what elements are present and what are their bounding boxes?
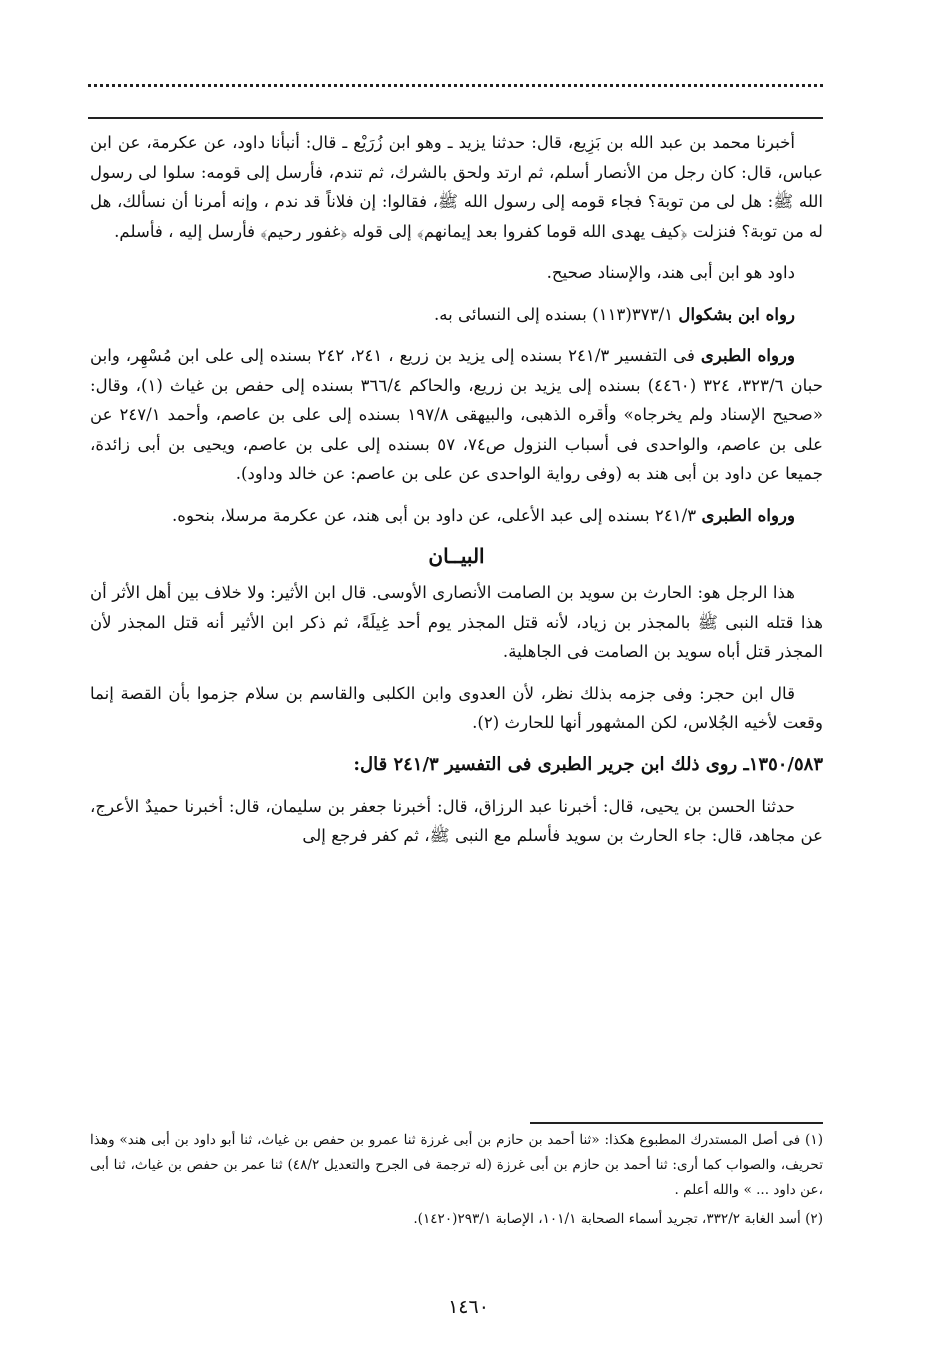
main-text [90,128,823,863]
footnote-2: (٢) أسد الغابة ٣٣٢/٢، تجريد أسماء الصحابة ١٠١/١، الإصابة ٢٩٣/١(١٤٢٠). [413,1211,823,1227]
paragraph-isnad: داود هو ابن أبى هند، والإسناد صحيح. [546,263,795,282]
header-dotted-line [88,84,823,97]
paragraph-bayan-2: قال ابن حجر: وفى جزمه بذلك نظر، لأن العدوى وابن الكلبى والقاسم بن سلام جزموا بأن القصة إنما وقعت لأخيه الجُلاس، لكن المشهور أنها للحارث (٢). [90,683,823,732]
footnotes [90,1128,823,1236]
paragraph-tabari-2: ورواه الطبرى ٢٤١/٣ بسنده إلى عبد الأعلى، عن داود بن أبى هند، عن عكرمة مرسلا، بنحوه. [172,504,795,525]
paragraph-item: حدثنا الحسن بن يحيى، قال: أخبرنا عبد الرزاق، قال: أخبرنا جعفر بن سليمان، قال: أخبرنا حميدٌ الأعرج، عن مجاهد، قال: جاء الحارث بن سويد فأسلم مع النبى ﷺ، ثم كفر فرجع إلى [90,796,823,845]
section-title: البيــان [428,544,485,568]
page-number: ١٤٦٠ [448,1296,489,1318]
paragraph-hadith: أخبرنا محمد بن عبد الله بن بَزِيع، قال: حدثنا يزيد ـ وهو ابن زُرَيْع ـ قال: أنبأنا داود، عن عكرمة، عن ابن عباس، قال: كان رجل من الأنصار أسلم، ثم ارتد ولحق بالشرك، ثم تندم، فأرسل إلى قومه: سلوا لى رسول الله ﷺ: هل لى من توبة؟ فجاء قومه إلى رسول الله ﷺ، فقالوا: إن فلاناً قد ندم ، وإنه أمرنا أن نسألك، هل له من توبة؟ فنزلت ﴿كيف يهدى الله قوما كفروا بعد إيمانهم﴾ إلى قوله ﴿غفور رحيم﴾ فأرسل إليه ، فأسلم. [90,133,823,241]
footnote-rule [530,1122,823,1124]
header-rule [88,117,823,119]
item-heading: ١٣٥٠/٥٨٣ـ روى ذلك ابن جرير الطبرى فى التفسير ٢٤١/٣ قال: [353,753,823,775]
paragraph-ibn-bashkuwal: رواه ابن بشكوال ٣٧٣/١(١١٣) بسنده إلى النسائى به. [433,303,795,324]
footnote-1: (١) فى أصل المستدرك المطبوع هكذا: «ثنا أحمد بن حازم بن أبى غرزة ثنا عمرو بن حفص بن غياث، ثنا أبو داود بن أبى هند» وهذا تحريف، والصواب كما أرى: ثنا أحمد بن حازم بن أبى غرزة (له ترجمة فى الجرح والتعديل ٤٨/٢) ثنا عمر بن حفص بن غياث، ثنا أبى ،عن داود ... » والله أعلم . [90,1132,823,1198]
paragraph-tabari-1: ورواه الطبرى فى التفسير ٢٤١/٣ بسنده إلى يزيد بن زريع ، ٢٤١، ٢٤٢ بسنده إلى على ابن مُسْهِر، وابن حبان ٣٢٣/٦، ٣٢٤ (٤٤٦٠) بسنده إلى يزيد بن زريع، والحاكم ٣٦٦/٤ بسنده إلى حفص بن غياث (١)، وقال: «صحيح الإسناد ولم يخرجاه» وأقره الذهبى، والبيهقى ١٩٧/٨ بسنده إلى على بن عاصم، وأحمد ٢٤٧/١ عن على بن عاصم، والواحدى فى أسباب النزول ص٧٤، ٥٧ بسنده إلى على بن عاصم، ويحيى بن أبى زائدة، جميعا عن داود بن أبى هند به (وفى رواية الواحدى عن على بن عاصم: عن خالد وداود). [90,345,824,483]
paragraph-bayan-1: هذا الرجل هو: الحارث بن سويد بن الصامت الأنصارى الأوسى. قال ابن الأثير: ولا خلاف بين أهل الأثر أن هذا قتله النبى ﷺ بالمجذر بن زياد، لأنه قتل المجذر يوم أحد غِيلَةً، ثم ذكر ابن الأثير أنه قتل المجذر لأن المجذر قتل أباه سويد بن الصامت فى الجاهلية. [90,583,823,661]
